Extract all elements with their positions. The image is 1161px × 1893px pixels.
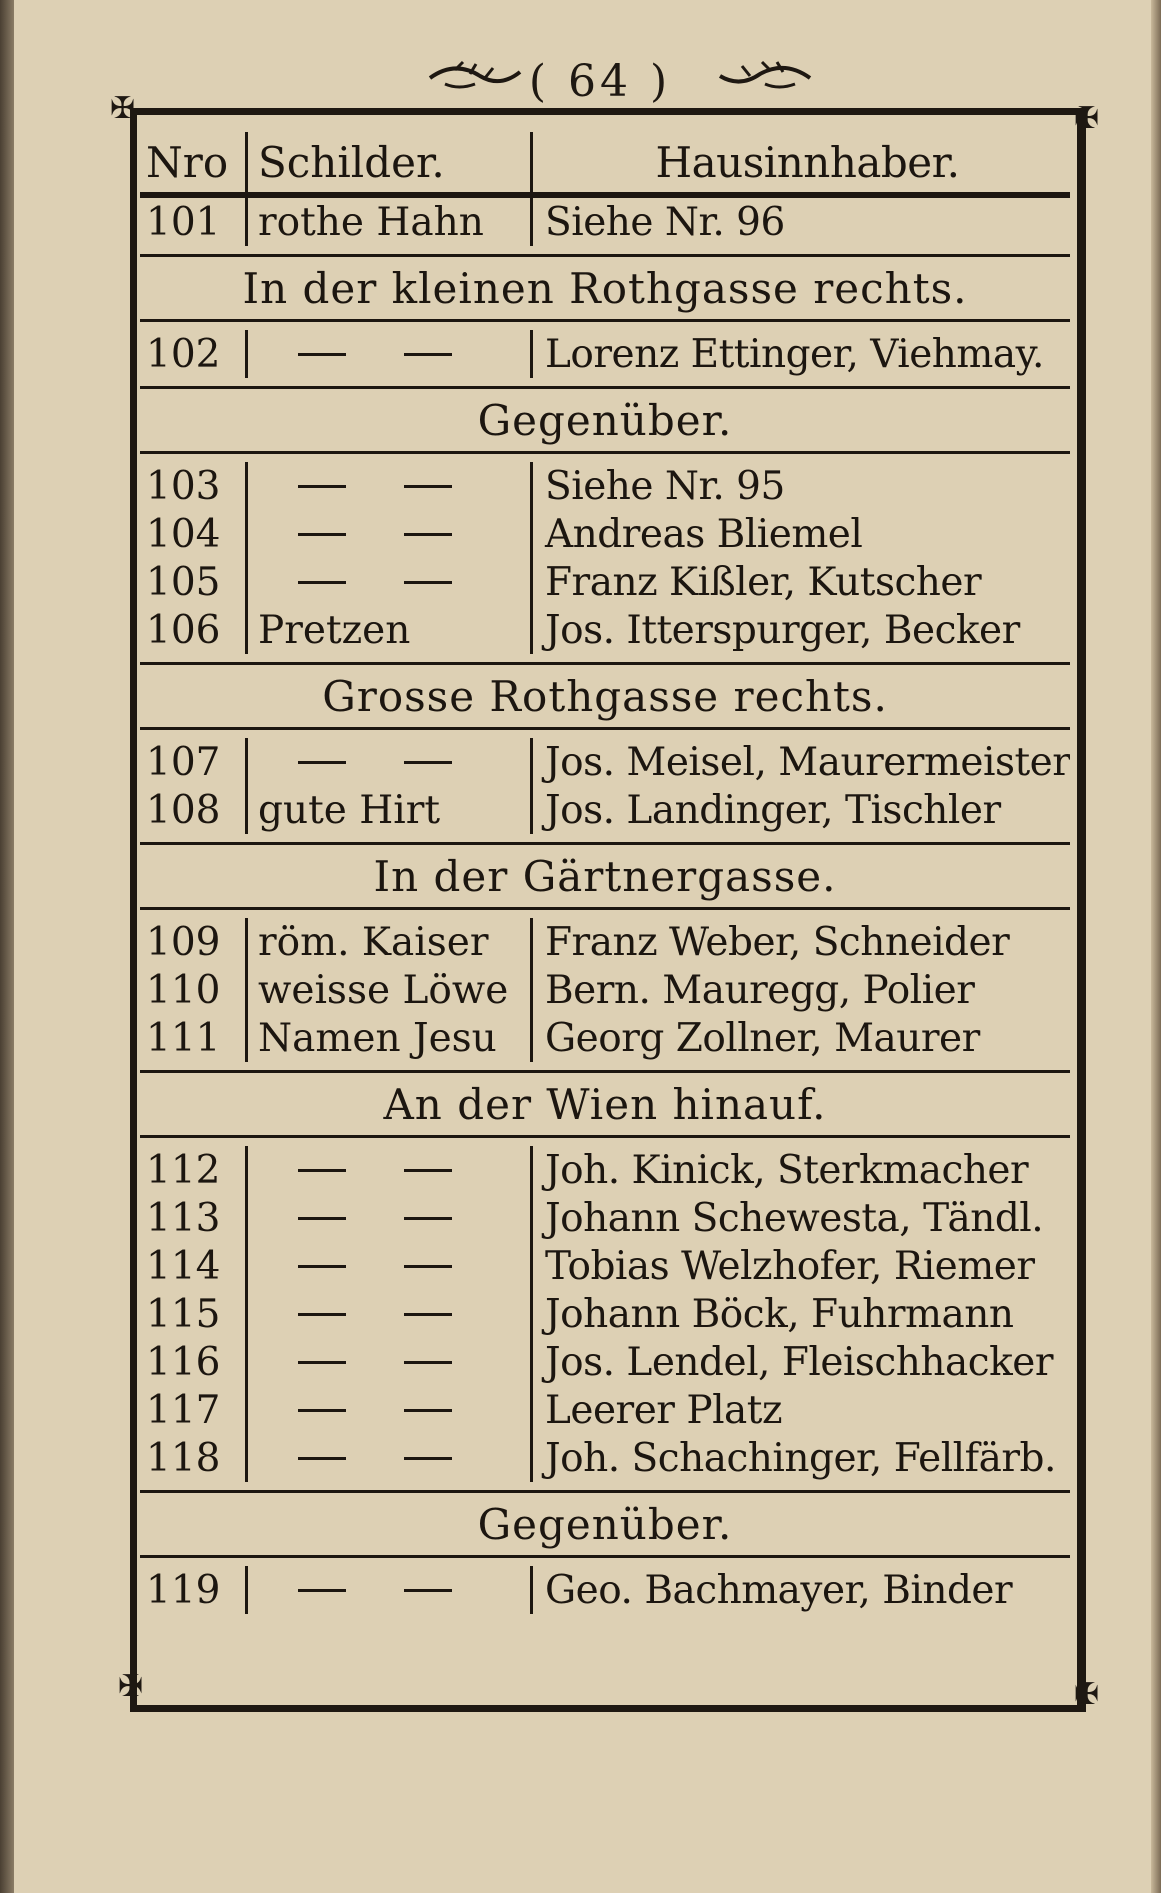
ditto-marks [258,1265,452,1268]
house-owner: Siehe Nr. 96 [545,199,785,245]
ditto-dash [404,1313,452,1316]
house-owner: Jos. Meisel, Maurermeister [545,739,1070,785]
ditto-dash [404,1409,452,1412]
ditto-dash [298,761,346,764]
section-heading: Gegenüber. [140,1490,1070,1558]
house-sign [248,462,533,510]
ditto-dash [298,581,346,584]
house-owner: Tobias Welzhofer, Riemer [545,1243,1035,1289]
table-row [140,558,1070,606]
ditto-marks [258,353,452,356]
house-sign: röm. Kaiser [248,918,533,966]
house-owner: Joh. Schachinger, Fellfärb. [545,1435,1056,1481]
ditto-dash [404,1457,452,1460]
corner-ornament-icon: ✠ [110,91,136,126]
section-heading: Grosse Rothgasse rechts. [140,662,1070,730]
ditto-dash [404,1589,452,1592]
house-number: 111 [140,1014,248,1062]
ditto-marks [258,1589,452,1592]
table-row [140,510,1070,558]
house-sign [248,1146,533,1194]
house-number: 115 [140,1290,248,1338]
house-sign: gute Hirt [248,786,533,834]
ditto-dash [404,1361,452,1364]
table-row [140,738,1070,786]
house-sign: weisse Löwe [248,966,533,1014]
ditto-dash [298,1169,346,1172]
house-owner: Jos. Landinger, Tischler [545,787,1001,833]
ditto-marks [258,1169,452,1172]
house-owner: Johann Schewesta, Tändl. [545,1195,1044,1241]
house-sign [248,1566,533,1614]
house-number: 119 [140,1566,248,1614]
house-number: 102 [140,330,248,378]
ditto-dash [404,485,452,488]
house-owner: Lorenz Ettinger, Viehmay. [545,331,1044,377]
table-row [140,966,1070,1014]
house-owner: Franz Kißler, Kutscher [545,559,982,605]
section-heading: Gegenüber. [140,386,1070,454]
ditto-marks [258,1313,452,1316]
ditto-dash [298,353,346,356]
house-number: 107 [140,738,248,786]
house-owner: Joh. Kinick, Sterkmacher [545,1147,1029,1193]
table-body [140,198,1070,1614]
ditto-dash [298,1361,346,1364]
house-sign: Pretzen [248,606,533,654]
table-row [140,1290,1070,1338]
ditto-marks [258,1457,452,1460]
house-sign: Namen Jesu [248,1014,533,1062]
section-heading: In der Gärtnergasse. [140,842,1070,910]
ditto-marks [258,485,452,488]
corner-ornament-icon: ✠ [1074,101,1100,136]
ditto-dash [298,1409,346,1412]
header-sign: Schilder. [248,132,533,192]
house-number: 109 [140,918,248,966]
ditto-dash [404,581,452,584]
house-sign: rothe Hahn [248,198,533,246]
house-owner: Georg Zollner, Maurer [545,1015,980,1061]
house-number: 104 [140,510,248,558]
house-owner: Bern. Mauregg, Polier [545,967,975,1013]
ditto-dash [404,1265,452,1268]
house-number: 106 [140,606,248,654]
table-row [140,786,1070,834]
table-row [140,606,1070,654]
house-sign [248,330,533,378]
ditto-dash [298,1457,346,1460]
table-header [140,132,1070,198]
ditto-dash [298,1589,346,1592]
house-number: 110 [140,966,248,1014]
house-number: 105 [140,558,248,606]
table-row [140,1146,1070,1194]
section-heading: An der Wien hinauf. [140,1070,1070,1138]
house-sign [248,1434,533,1482]
ditto-dash [404,353,452,356]
house-number: 117 [140,1386,248,1434]
house-number: 108 [140,786,248,834]
table-row [140,1434,1070,1482]
ditto-marks [258,1409,452,1412]
ditto-marks [258,533,452,536]
ditto-dash [298,1313,346,1316]
house-owner: Andreas Bliemel [545,511,863,557]
house-owner: Leerer Platz [545,1387,783,1433]
header-number: Nro [140,132,248,192]
house-owner: Geo. Bachmayer, Binder [545,1567,1013,1613]
page-edge-shadow [1151,0,1161,1893]
house-owner: Johann Böck, Fuhrmann [545,1291,1014,1337]
house-owner: Jos. Lendel, Fleischhacker [545,1339,1053,1385]
ditto-dash [298,1217,346,1220]
ditto-dash [298,533,346,536]
house-number: 113 [140,1194,248,1242]
house-sign [248,510,533,558]
book-spine-shadow [0,0,14,1893]
right-ornament-icon [715,58,815,98]
ditto-marks [258,761,452,764]
house-sign [248,738,533,786]
house-number: 112 [140,1146,248,1194]
house-sign [248,1386,533,1434]
ditto-dash [404,761,452,764]
table-row [140,1242,1070,1290]
table-row [140,1386,1070,1434]
ditto-dash [298,1265,346,1268]
house-sign [248,1242,533,1290]
house-number: 101 [140,198,248,246]
section-heading: In der kleinen Rothgasse rechts. [140,254,1070,322]
ditto-dash [298,485,346,488]
ditto-marks [258,1217,452,1220]
ditto-dash [404,1169,452,1172]
header-owner: Hausinnhaber. [655,137,960,187]
house-sign [248,1194,533,1242]
table-row [140,1566,1070,1614]
page-number: ( 64 ) [528,56,672,107]
ditto-dash [404,533,452,536]
table-row [140,330,1070,378]
house-owner: Siehe Nr. 95 [545,463,785,509]
house-sign [248,1338,533,1386]
house-register-table [140,132,1070,1614]
table-row [140,198,1070,246]
corner-ornament-icon: ✠ [118,1669,144,1704]
table-row [140,1194,1070,1242]
house-number: 116 [140,1338,248,1386]
ditto-marks [258,581,452,584]
house-owner: Franz Weber, Schneider [545,919,1010,965]
ditto-dash [404,1217,452,1220]
house-sign [248,1290,533,1338]
house-sign [248,558,533,606]
table-row [140,1338,1070,1386]
table-row [140,918,1070,966]
ditto-marks [258,1361,452,1364]
corner-ornament-icon: ✠ [1074,1677,1100,1712]
house-owner: Jos. Itterspurger, Becker [545,607,1020,653]
house-number: 118 [140,1434,248,1482]
house-number: 114 [140,1242,248,1290]
table-row [140,462,1070,510]
house-number: 103 [140,462,248,510]
table-row [140,1014,1070,1062]
